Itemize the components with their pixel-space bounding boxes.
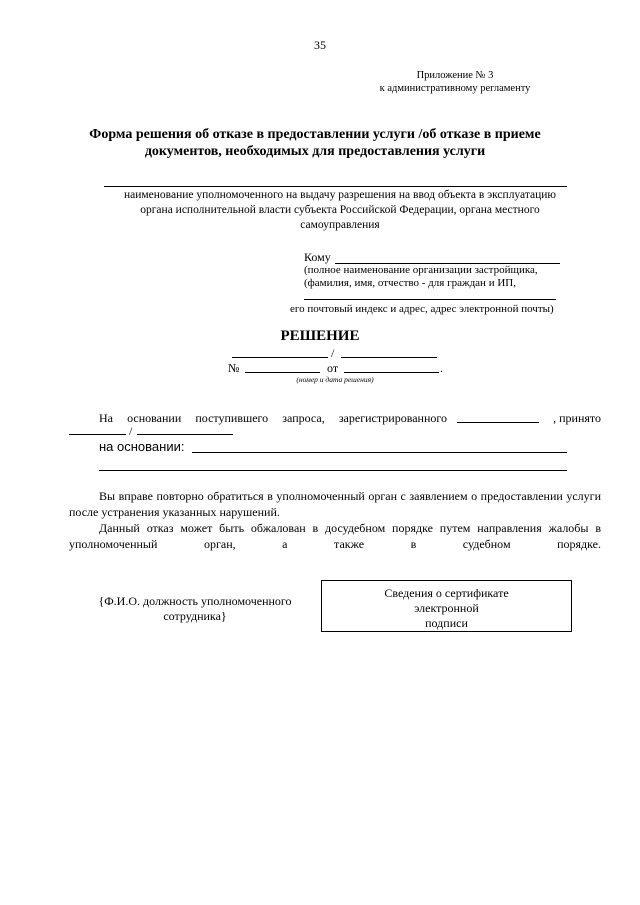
recipient-hint-2: (фамилия, имя, отчество - для граждан и ИП, <box>304 277 516 289</box>
decision-number-blank <box>245 362 320 373</box>
page-number: 35 <box>314 38 326 52</box>
recipient-block <box>304 251 584 290</box>
recipient-label: Кому <box>304 250 331 264</box>
decision-heading: РЕШЕНИЕ <box>280 328 360 344</box>
decision-period: . <box>440 361 443 375</box>
title-line-2: документов, необходимых для предоставления услуги <box>144 144 486 159</box>
appendix-header <box>340 69 570 95</box>
organization-caption <box>80 188 600 233</box>
accepted-slash: / <box>129 424 133 438</box>
appendix-line-2: к административному регламенту <box>379 83 531 94</box>
recipient-hint-1: (полное наименование организации застройщика, <box>304 264 538 276</box>
paragraph-reapply: Вы вправе повторно обратиться в уполномоченный орган с заявлением о предоставлении услуги после устранения указанных нарушений. <box>69 489 601 519</box>
decision-date-blank <box>344 362 439 373</box>
decision-blank-right <box>341 348 437 358</box>
decision-from-label: от <box>327 361 339 375</box>
signer-line-2: сотрудника} <box>163 609 227 623</box>
organization-blank-line <box>104 186 567 187</box>
basis-text: На основании поступившего запроса, зарегистрированного <box>99 411 447 425</box>
decision-caption: (номер и дата решения) <box>296 375 374 384</box>
organization-caption-line-3: самоуправления <box>300 219 380 231</box>
title-line-1: Форма решения об отказе в предоставлении услуги /об отказе в приеме <box>89 127 541 142</box>
recipient-blank-line <box>335 253 560 264</box>
cert-line-2: электронной <box>414 601 479 615</box>
decision-slash: / <box>331 346 335 360</box>
signer-info <box>80 594 310 624</box>
cert-line-3: подписи <box>425 616 468 630</box>
recipient-address-blank-line <box>304 299 556 300</box>
accepted-blank-left <box>69 424 126 435</box>
organization-caption-line-2: органа исполнительной власти субъекта Российской Федерации, органа местного <box>140 204 540 216</box>
appendix-line-1: Приложение № 3 <box>416 70 494 81</box>
paragraph-appeal: Данный отказ может быть обжалован в досудебном порядке путем направления жалобы в уполномоченный орган, а также в судебном порядке. <box>69 521 601 551</box>
accepted-blank-right <box>137 424 233 435</box>
signature-certificate-box <box>321 580 572 632</box>
basis-line <box>99 411 601 425</box>
document-title <box>80 126 550 160</box>
basis-blank-line-1 <box>192 452 567 453</box>
registration-blank <box>457 412 539 423</box>
recipient-row <box>304 251 584 264</box>
decision-blank-left <box>232 348 328 358</box>
cert-line-1: Сведения о сертификате <box>384 586 509 600</box>
on-basis-label: на основании: <box>99 439 185 454</box>
basis-blank-line-2 <box>99 470 567 471</box>
basis-accepted: , принято <box>553 411 601 425</box>
organization-caption-line-1: наименование уполномоченного на выдачу разрешения на ввод объекта в эксплуатацию <box>123 189 557 201</box>
recipient-hint-3: его почтовый индекс и адрес, адрес электронной почты) <box>290 303 554 315</box>
signer-line-1: {Ф.И.О. должность уполномоченного <box>98 594 292 608</box>
number-sign: № <box>228 361 240 375</box>
